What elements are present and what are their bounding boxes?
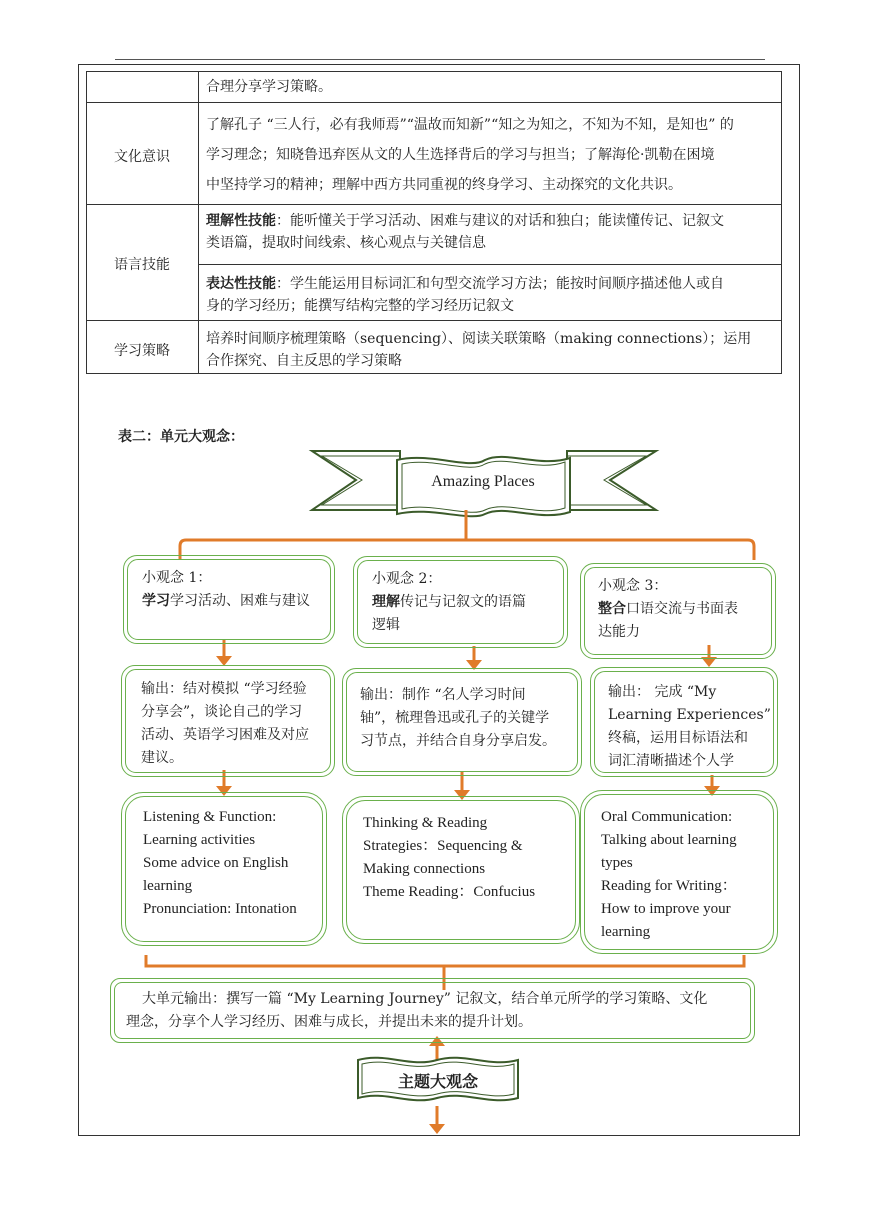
output-3-text <box>608 681 771 773</box>
big-output-text <box>126 988 746 1034</box>
detail-1-text <box>143 806 297 921</box>
comprehension-line-2: 类语篇，提取时间线索、核心观点与关键信息 <box>206 235 486 251</box>
detail-3-line-2: Talking about learning <box>601 832 737 848</box>
concept-3-rest-2: 达能力 <box>598 624 640 640</box>
output-3-line-3: 终稿，运用目标语法和 <box>608 730 748 746</box>
row0-content: 合理分享学习策略。 <box>206 79 332 95</box>
concept-1-text <box>142 567 310 613</box>
concept-3-head: 小观念 3： <box>598 578 668 594</box>
comprehension-line-1: ：能听懂关于学习活动、困难与建议的对话和独白；能读懂传记、记叙文 <box>276 213 724 229</box>
detail-3-line-3: types <box>601 855 633 871</box>
output-2-line-1: 输出：制作 “名人学习时间 <box>360 687 526 703</box>
strategy-line-1: 培养时间顺序梳理策略（sequencing）、阅读关联策略（making connections）；运用 <box>206 331 752 347</box>
expression-line-2: 身的学习经历；能撰写结构完整的学习经历记叙文 <box>206 298 514 314</box>
concept-2-head: 小观念 2： <box>372 571 442 587</box>
culture-line-3: 中坚持学习的精神；理解中西方共同重视的终身学习、主动探究的文化共识。 <box>206 177 682 193</box>
big-output-line-2: 理念，分享个人学习经历、困难与成长，并提出未来的提升计划。 <box>126 1014 532 1030</box>
output-3-line-2: Learning Experiences” <box>608 707 771 723</box>
banner-title: Amazing Places <box>431 473 535 490</box>
strategy-line-2: 合作探究、自主反思的学习策略 <box>206 353 402 369</box>
detail-2-line-2: Strategies：Sequencing & <box>363 838 523 854</box>
concept-2-text <box>372 568 526 637</box>
culture-line-2: 学习理念；知晓鲁迅弃医从文的人生选择背后的学习与担当；了解海伦·凯勒在困境 <box>206 147 715 163</box>
concept-3-bold: 整合 <box>598 601 626 617</box>
output-2-line-3: 习节点，并结合自身分享启发。 <box>360 733 556 749</box>
detail-3-line-1: Oral Communication: <box>601 809 733 825</box>
output-1-text <box>141 678 309 770</box>
detail-2-line-4: Theme Reading：Confucius <box>363 884 536 900</box>
output-2-line-2: 轴”，梳理鲁迅或孔子的关键学 <box>360 710 550 726</box>
detail-3-line-4: Reading for Writing： <box>601 878 737 894</box>
output-3-line-4: 词汇清晰描述个人学 <box>608 753 734 769</box>
table-caption: 表二：单元大观念： <box>118 429 244 445</box>
concept-2-rest-1: 传记与记叙文的语篇 <box>400 594 526 610</box>
concept-1-bold: 学习 <box>142 593 170 609</box>
detail-3-line-5: How to improve your <box>601 901 731 917</box>
concept-3-rest-1: 口语交流与书面表 <box>626 601 738 617</box>
expression-label: 表达性技能 <box>206 276 276 292</box>
output-1-line-2: 分享会”，谈论自己的学习 <box>141 704 303 720</box>
row-label-language: 语言技能 <box>114 257 170 273</box>
detail-2-text <box>363 812 535 904</box>
detail-1-line-5: Pronunciation: Intonation <box>143 901 297 917</box>
detail-3-line-6: learning <box>601 924 651 940</box>
theme-banner-label: 主题大观念 <box>397 1072 478 1091</box>
detail-2-line-1: Thinking & Reading <box>363 815 488 831</box>
detail-1-line-3: Some advice on English <box>143 855 289 871</box>
row-label-culture: 文化意识 <box>114 149 170 165</box>
row-label-strategy: 学习策略 <box>114 343 170 359</box>
expression-line-1: ：学生能运用目标词汇和句型交流学习方法；能按时间顺序描述他人或自 <box>276 276 724 292</box>
comprehension-label: 理解性技能 <box>206 213 276 229</box>
concept-3-text <box>598 575 738 644</box>
concept-1-rest: 学习活动、困难与建议 <box>170 593 310 609</box>
big-output-line-1: 大单元输出：撰写一篇 “My Learning Journey” 记叙文，结合单元所学的学习策略、文化 <box>142 991 708 1007</box>
detail-1-line-2: Learning activities <box>143 832 256 848</box>
output-1-line-3: 活动、英语学习困难及对应 <box>141 727 309 743</box>
output-3-line-1: 输出： 完成 “My <box>608 684 717 700</box>
detail-1-line-4: learning <box>143 878 193 894</box>
output-2-text <box>360 684 556 753</box>
detail-1-line-1: Listening & Function: <box>143 809 277 825</box>
output-1-line-1: 输出：结对模拟 “学习经验 <box>141 681 307 697</box>
culture-line-1: 了解孔子 “三人行，必有我师焉”“温故而知新”“知之为知之，不知为不知，是知也” 的 <box>206 117 734 133</box>
concept-1-head: 小观念 1： <box>142 570 212 586</box>
output-1-line-4: 建议。 <box>141 750 183 766</box>
detail-2-line-3: Making connections <box>363 861 486 877</box>
concept-2-bold: 理解 <box>372 594 400 610</box>
detail-3-text <box>601 806 737 944</box>
concept-2-rest-2: 逻辑 <box>372 617 400 633</box>
